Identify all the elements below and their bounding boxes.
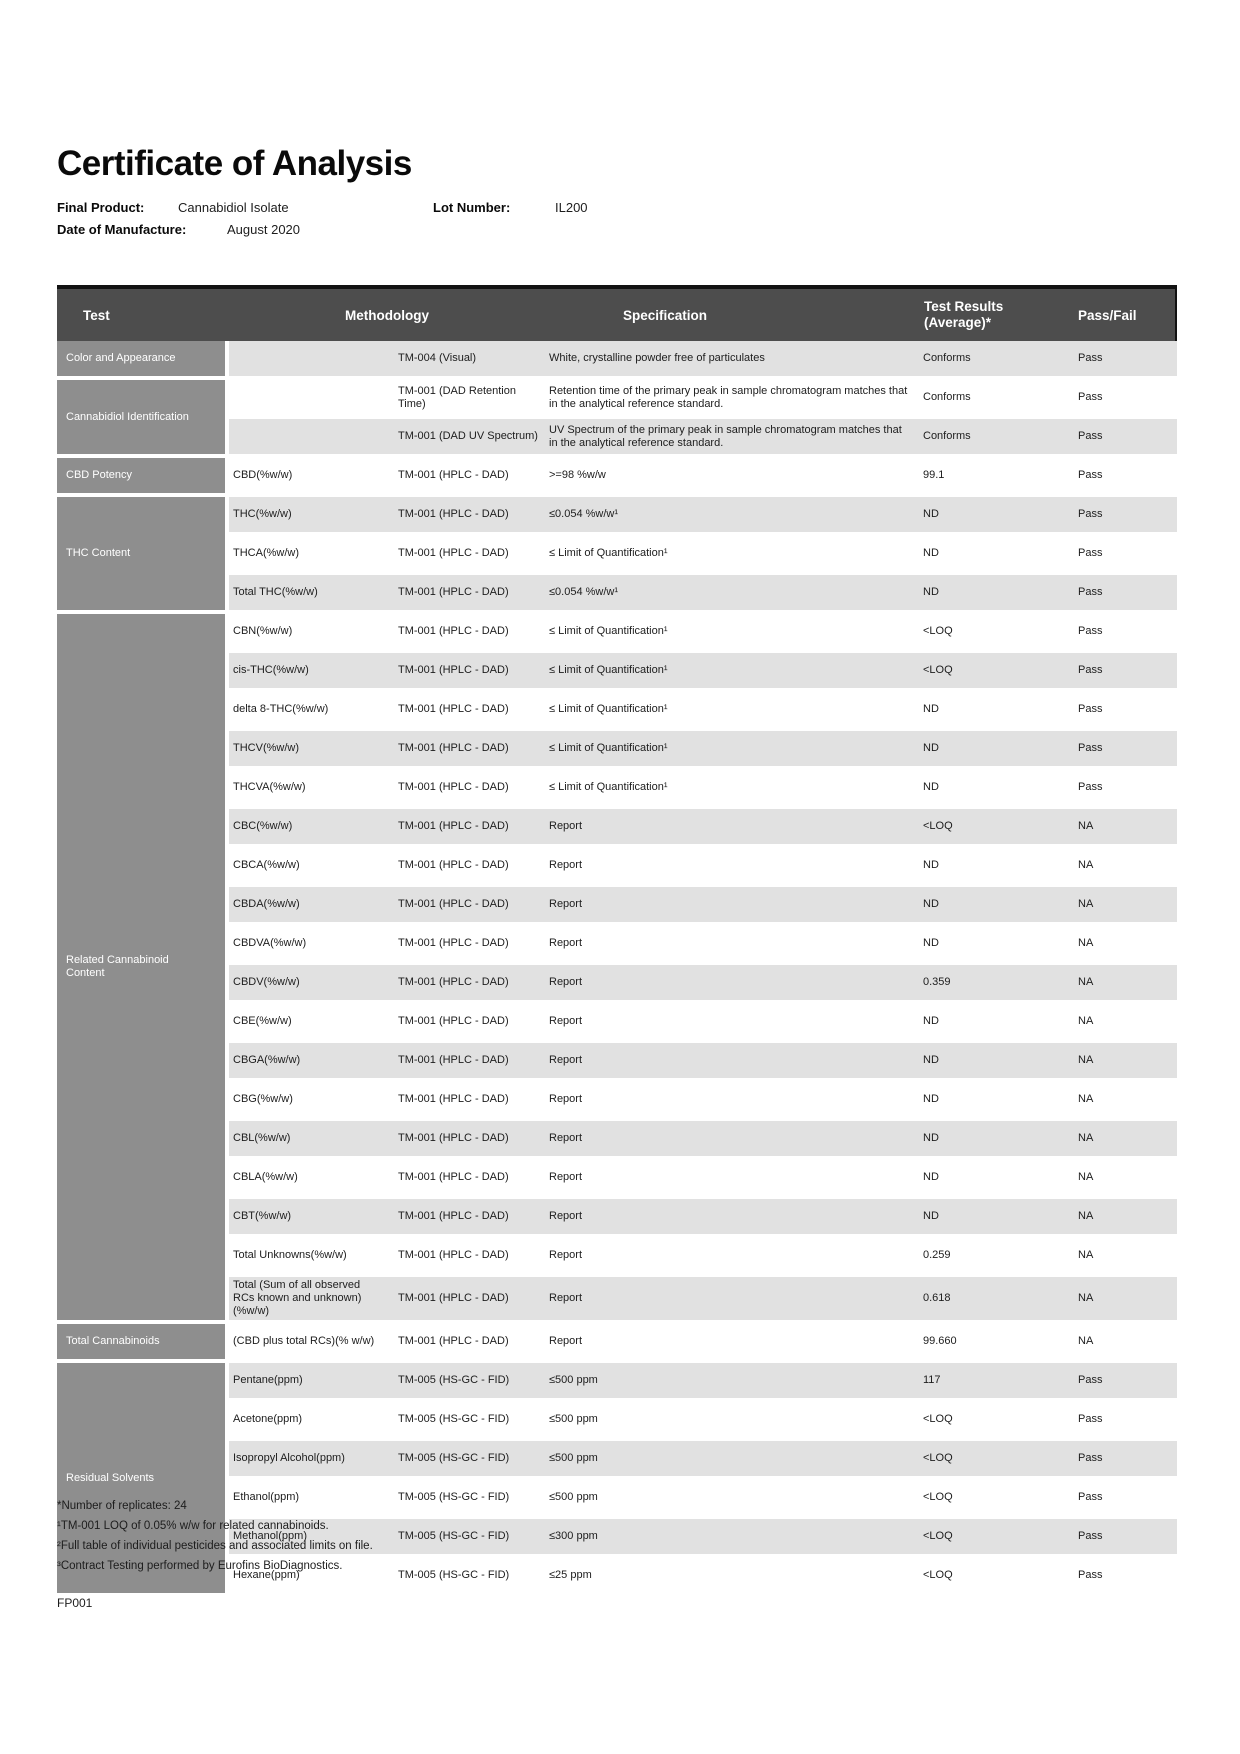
pass-fail-cell: Pass — [1065, 692, 1177, 731]
method-cell: TM-001 (HPLC - DAD) — [395, 965, 545, 1004]
pass-fail-cell: NA — [1065, 1121, 1177, 1160]
result-cell: 0.359 — [915, 965, 1065, 1004]
result-cell: 99.1 — [915, 458, 1065, 497]
result-cell: <LOQ — [915, 1480, 1065, 1519]
specification-cell: Report — [545, 809, 915, 848]
analyte-cell: THCA(%w/w) — [229, 536, 395, 575]
specification-cell: >=98 %w/w — [545, 458, 915, 497]
analyte-cell: cis-THC(%w/w) — [229, 653, 395, 692]
specification-cell: ≤500 ppm — [545, 1363, 915, 1402]
result-cell: 117 — [915, 1363, 1065, 1402]
specification-cell: ≤ Limit of Quantification¹ — [545, 614, 915, 653]
analyte-cell: CBLA(%w/w) — [229, 1160, 395, 1199]
test-category-cell: Residual Solvents — [57, 1363, 229, 1597]
method-cell: TM-001 (HPLC - DAD) — [395, 1199, 545, 1238]
coa-table-body — [57, 341, 1177, 1597]
specification-cell: Report — [545, 1238, 915, 1277]
final-product-value: Cannabidiol Isolate — [178, 200, 289, 215]
analyte-cell: CBDA(%w/w) — [229, 887, 395, 926]
pass-fail-cell: Pass — [1065, 1441, 1177, 1480]
method-cell: TM-001 (HPLC - DAD) — [395, 1043, 545, 1082]
pass-fail-cell: Pass — [1065, 341, 1177, 380]
pass-fail-cell: NA — [1065, 848, 1177, 887]
pass-fail-cell: Pass — [1065, 653, 1177, 692]
table-row — [57, 497, 1177, 536]
result-cell: 99.660 — [915, 1324, 1065, 1363]
analyte-cell: Pentane(ppm) — [229, 1363, 395, 1402]
specification-cell: Report — [545, 1277, 915, 1324]
pass-fail-cell: Pass — [1065, 1480, 1177, 1519]
pass-fail-cell: Pass — [1065, 380, 1177, 419]
pass-fail-cell: Pass — [1065, 770, 1177, 809]
analyte-cell: CBD(%w/w) — [229, 458, 395, 497]
specification-cell: Report — [545, 965, 915, 1004]
col-header-pass-fail: Pass/Fail — [1065, 285, 1177, 341]
test-category-cell: Total Cannabinoids — [57, 1324, 229, 1363]
analyte-cell: CBE(%w/w) — [229, 1004, 395, 1043]
lot-number-label: Lot Number: — [433, 200, 511, 215]
pass-fail-cell: NA — [1065, 1238, 1177, 1277]
pass-fail-cell: NA — [1065, 887, 1177, 926]
pass-fail-cell: NA — [1065, 809, 1177, 848]
method-cell: TM-005 (HS-GC - FID) — [395, 1480, 545, 1519]
analyte-cell: CBC(%w/w) — [229, 809, 395, 848]
specification-cell: ≤ Limit of Quantification¹ — [545, 536, 915, 575]
result-cell: <LOQ — [915, 1558, 1065, 1597]
footnotes — [57, 1496, 373, 1576]
pass-fail-cell: Pass — [1065, 614, 1177, 653]
specification-cell: ≤500 ppm — [545, 1402, 915, 1441]
result-cell: 0.259 — [915, 1238, 1065, 1277]
pass-fail-cell: NA — [1065, 965, 1177, 1004]
method-cell: TM-001 (HPLC - DAD) — [395, 770, 545, 809]
date-of-manufacture-label: Date of Manufacture: — [57, 222, 187, 237]
analyte-cell: CBGA(%w/w) — [229, 1043, 395, 1082]
pass-fail-cell: NA — [1065, 1277, 1177, 1324]
result-cell: ND — [915, 887, 1065, 926]
table-row — [57, 1324, 1177, 1363]
analyte-cell: CBL(%w/w) — [229, 1121, 395, 1160]
analyte-cell: CBG(%w/w) — [229, 1082, 395, 1121]
result-cell: <LOQ — [915, 653, 1065, 692]
specification-cell: Report — [545, 1082, 915, 1121]
analyte-cell: CBN(%w/w) — [229, 614, 395, 653]
analyte-cell — [229, 341, 395, 380]
specification-cell: Report — [545, 1004, 915, 1043]
method-cell: TM-001 (HPLC - DAD) — [395, 497, 545, 536]
specification-cell: Report — [545, 1160, 915, 1199]
table-header-row — [57, 285, 1177, 341]
pass-fail-cell: Pass — [1065, 575, 1177, 614]
specification-cell: ≤300 ppm — [545, 1519, 915, 1558]
result-cell: ND — [915, 497, 1065, 536]
footnote-pesticides: ²Full table of individual pesticides and associated limits on file. — [57, 1540, 373, 1552]
specification-cell: White, crystalline powder free of particulates — [545, 341, 915, 380]
result-cell: ND — [915, 770, 1065, 809]
method-cell: TM-001 (HPLC - DAD) — [395, 653, 545, 692]
method-cell: TM-005 (HS-GC - FID) — [395, 1402, 545, 1441]
pass-fail-cell: NA — [1065, 926, 1177, 965]
specification-cell: Report — [545, 1121, 915, 1160]
col-header-test-results: Test Results (Average)* — [915, 285, 1065, 341]
method-cell: TM-001 (HPLC - DAD) — [395, 692, 545, 731]
method-cell: TM-001 (HPLC - DAD) — [395, 614, 545, 653]
analyte-cell: THCVA(%w/w) — [229, 770, 395, 809]
specification-cell: ≤ Limit of Quantification¹ — [545, 653, 915, 692]
specification-cell: ≤0.054 %w/w¹ — [545, 497, 915, 536]
specification-cell: ≤ Limit of Quantification¹ — [545, 731, 915, 770]
col-header-test: Test — [57, 285, 229, 341]
test-category-cell: Related Cannabinoid Content — [57, 614, 229, 1324]
method-cell: TM-001 (HPLC - DAD) — [395, 1160, 545, 1199]
method-cell: TM-001 (DAD Retention Time) — [395, 380, 545, 419]
table-row — [57, 614, 1177, 653]
result-cell: Conforms — [915, 341, 1065, 380]
method-cell: TM-001 (HPLC - DAD) — [395, 731, 545, 770]
specification-cell: Report — [545, 887, 915, 926]
analyte-cell: THC(%w/w) — [229, 497, 395, 536]
method-cell: TM-001 (HPLC - DAD) — [395, 848, 545, 887]
specification-cell: ≤500 ppm — [545, 1441, 915, 1480]
method-cell: TM-001 (HPLC - DAD) — [395, 1277, 545, 1324]
specification-cell: UV Spectrum of the primary peak in sample chromatogram matches that in the analytical reference standard. — [545, 419, 915, 458]
method-cell: TM-005 (HS-GC - FID) — [395, 1519, 545, 1558]
pass-fail-cell: NA — [1065, 1324, 1177, 1363]
result-cell: <LOQ — [915, 809, 1065, 848]
test-category-cell: Cannabidiol Identification — [57, 380, 229, 458]
specification-cell: Report — [545, 1324, 915, 1363]
result-cell: ND — [915, 575, 1065, 614]
result-cell: Conforms — [915, 380, 1065, 419]
analyte-cell: CBDVA(%w/w) — [229, 926, 395, 965]
pass-fail-cell: NA — [1065, 1082, 1177, 1121]
method-cell: TM-001 (HPLC - DAD) — [395, 536, 545, 575]
specification-cell: ≤ Limit of Quantification¹ — [545, 692, 915, 731]
pass-fail-cell: NA — [1065, 1004, 1177, 1043]
result-cell: ND — [915, 1199, 1065, 1238]
pass-fail-cell: NA — [1065, 1199, 1177, 1238]
pass-fail-cell: Pass — [1065, 536, 1177, 575]
table-row — [57, 341, 1177, 380]
specification-cell: ≤0.054 %w/w¹ — [545, 575, 915, 614]
analyte-cell: THCV(%w/w) — [229, 731, 395, 770]
pass-fail-cell: Pass — [1065, 497, 1177, 536]
footnote-contract-testing: ³Contract Testing performed by Eurofins BioDiagnostics. — [57, 1560, 343, 1572]
final-product-label: Final Product: — [57, 200, 145, 215]
form-number: FP001 — [57, 1596, 93, 1610]
method-cell: TM-001 (HPLC - DAD) — [395, 809, 545, 848]
result-cell: ND — [915, 731, 1065, 770]
analyte-cell: CBDV(%w/w) — [229, 965, 395, 1004]
footnote-loq: ¹TM-001 LOQ of 0.05% w/w for related cannabinoids. — [57, 1520, 329, 1532]
analyte-cell: Ethanol(ppm) — [229, 1480, 395, 1519]
result-cell: ND — [915, 1160, 1065, 1199]
analyte-cell — [229, 419, 395, 458]
analyte-cell: Acetone(ppm) — [229, 1402, 395, 1441]
coa-results-table — [57, 285, 1177, 1597]
test-category-cell: THC Content — [57, 497, 229, 614]
method-cell: TM-001 (HPLC - DAD) — [395, 575, 545, 614]
footnote-replicates: *Number of replicates: 24 — [57, 1500, 187, 1512]
analyte-cell: Total THC(%w/w) — [229, 575, 395, 614]
result-cell: 0.618 — [915, 1277, 1065, 1324]
col-header-specification: Specification — [545, 285, 915, 341]
result-cell: ND — [915, 692, 1065, 731]
method-cell: TM-001 (HPLC - DAD) — [395, 926, 545, 965]
result-cell: ND — [915, 1004, 1065, 1043]
specification-cell: ≤500 ppm — [545, 1480, 915, 1519]
result-cell: ND — [915, 1043, 1065, 1082]
analyte-cell: (CBD plus total RCs)(% w/w) — [229, 1324, 395, 1363]
method-cell: TM-005 (HS-GC - FID) — [395, 1363, 545, 1402]
table-row — [57, 458, 1177, 497]
result-cell: <LOQ — [915, 1519, 1065, 1558]
date-of-manufacture-value: August 2020 — [227, 222, 301, 237]
pass-fail-cell: Pass — [1065, 1558, 1177, 1597]
method-cell: TM-001 (HPLC - DAD) — [395, 1082, 545, 1121]
table-row — [57, 380, 1177, 419]
specification-cell: Report — [545, 848, 915, 887]
method-cell: TM-001 (HPLC - DAD) — [395, 1324, 545, 1363]
method-cell: TM-001 (HPLC - DAD) — [395, 1238, 545, 1277]
pass-fail-cell: Pass — [1065, 419, 1177, 458]
analyte-cell: Total (Sum of all observed RCs known and unknown) (%w/w) — [229, 1277, 395, 1324]
method-cell: TM-004 (Visual) — [395, 341, 545, 380]
analyte-cell: delta 8-THC(%w/w) — [229, 692, 395, 731]
specification-cell: Report — [545, 926, 915, 965]
pass-fail-cell: Pass — [1065, 458, 1177, 497]
analyte-cell: Methanol(ppm) — [229, 1519, 395, 1558]
pass-fail-cell: Pass — [1065, 1519, 1177, 1558]
method-cell: TM-001 (HPLC - DAD) — [395, 458, 545, 497]
analyte-cell: CBT(%w/w) — [229, 1199, 395, 1238]
analyte-cell — [229, 380, 395, 419]
col-header-methodology: Methodology — [229, 285, 545, 341]
result-cell: <LOQ — [915, 1402, 1065, 1441]
specification-cell: Report — [545, 1043, 915, 1082]
test-category-cell: CBD Potency — [57, 458, 229, 497]
table-row — [57, 1363, 1177, 1402]
result-cell: ND — [915, 1121, 1065, 1160]
result-cell: Conforms — [915, 419, 1065, 458]
specification-cell: Retention time of the primary peak in sample chromatogram matches that in the analytical reference standard. — [545, 380, 915, 419]
result-cell: ND — [915, 848, 1065, 887]
analyte-cell: CBCA(%w/w) — [229, 848, 395, 887]
pass-fail-cell: NA — [1065, 1043, 1177, 1082]
method-cell: TM-001 (HPLC - DAD) — [395, 1004, 545, 1043]
pass-fail-cell: Pass — [1065, 1363, 1177, 1402]
pass-fail-cell: Pass — [1065, 1402, 1177, 1441]
pass-fail-cell: NA — [1065, 1160, 1177, 1199]
method-cell: TM-001 (HPLC - DAD) — [395, 887, 545, 926]
method-cell: TM-005 (HS-GC - FID) — [395, 1558, 545, 1597]
lot-number-value: IL200 — [555, 200, 588, 215]
specification-cell: Report — [545, 1199, 915, 1238]
method-cell: TM-005 (HS-GC - FID) — [395, 1441, 545, 1480]
result-cell: <LOQ — [915, 614, 1065, 653]
analyte-cell: Hexane(ppm) — [229, 1558, 395, 1597]
analyte-cell: Total Unknowns(%w/w) — [229, 1238, 395, 1277]
result-cell: <LOQ — [915, 1441, 1065, 1480]
result-cell: ND — [915, 1082, 1065, 1121]
analyte-cell: Isopropyl Alcohol(ppm) — [229, 1441, 395, 1480]
method-cell: TM-001 (HPLC - DAD) — [395, 1121, 545, 1160]
result-cell: ND — [915, 536, 1065, 575]
page-title: Certificate of Analysis — [57, 144, 412, 183]
method-cell: TM-001 (DAD UV Spectrum) — [395, 419, 545, 458]
result-cell: ND — [915, 926, 1065, 965]
specification-cell: ≤ Limit of Quantification¹ — [545, 770, 915, 809]
pass-fail-cell: Pass — [1065, 731, 1177, 770]
specification-cell: ≤25 ppm — [545, 1558, 915, 1597]
test-category-cell: Color and Appearance — [57, 341, 229, 380]
